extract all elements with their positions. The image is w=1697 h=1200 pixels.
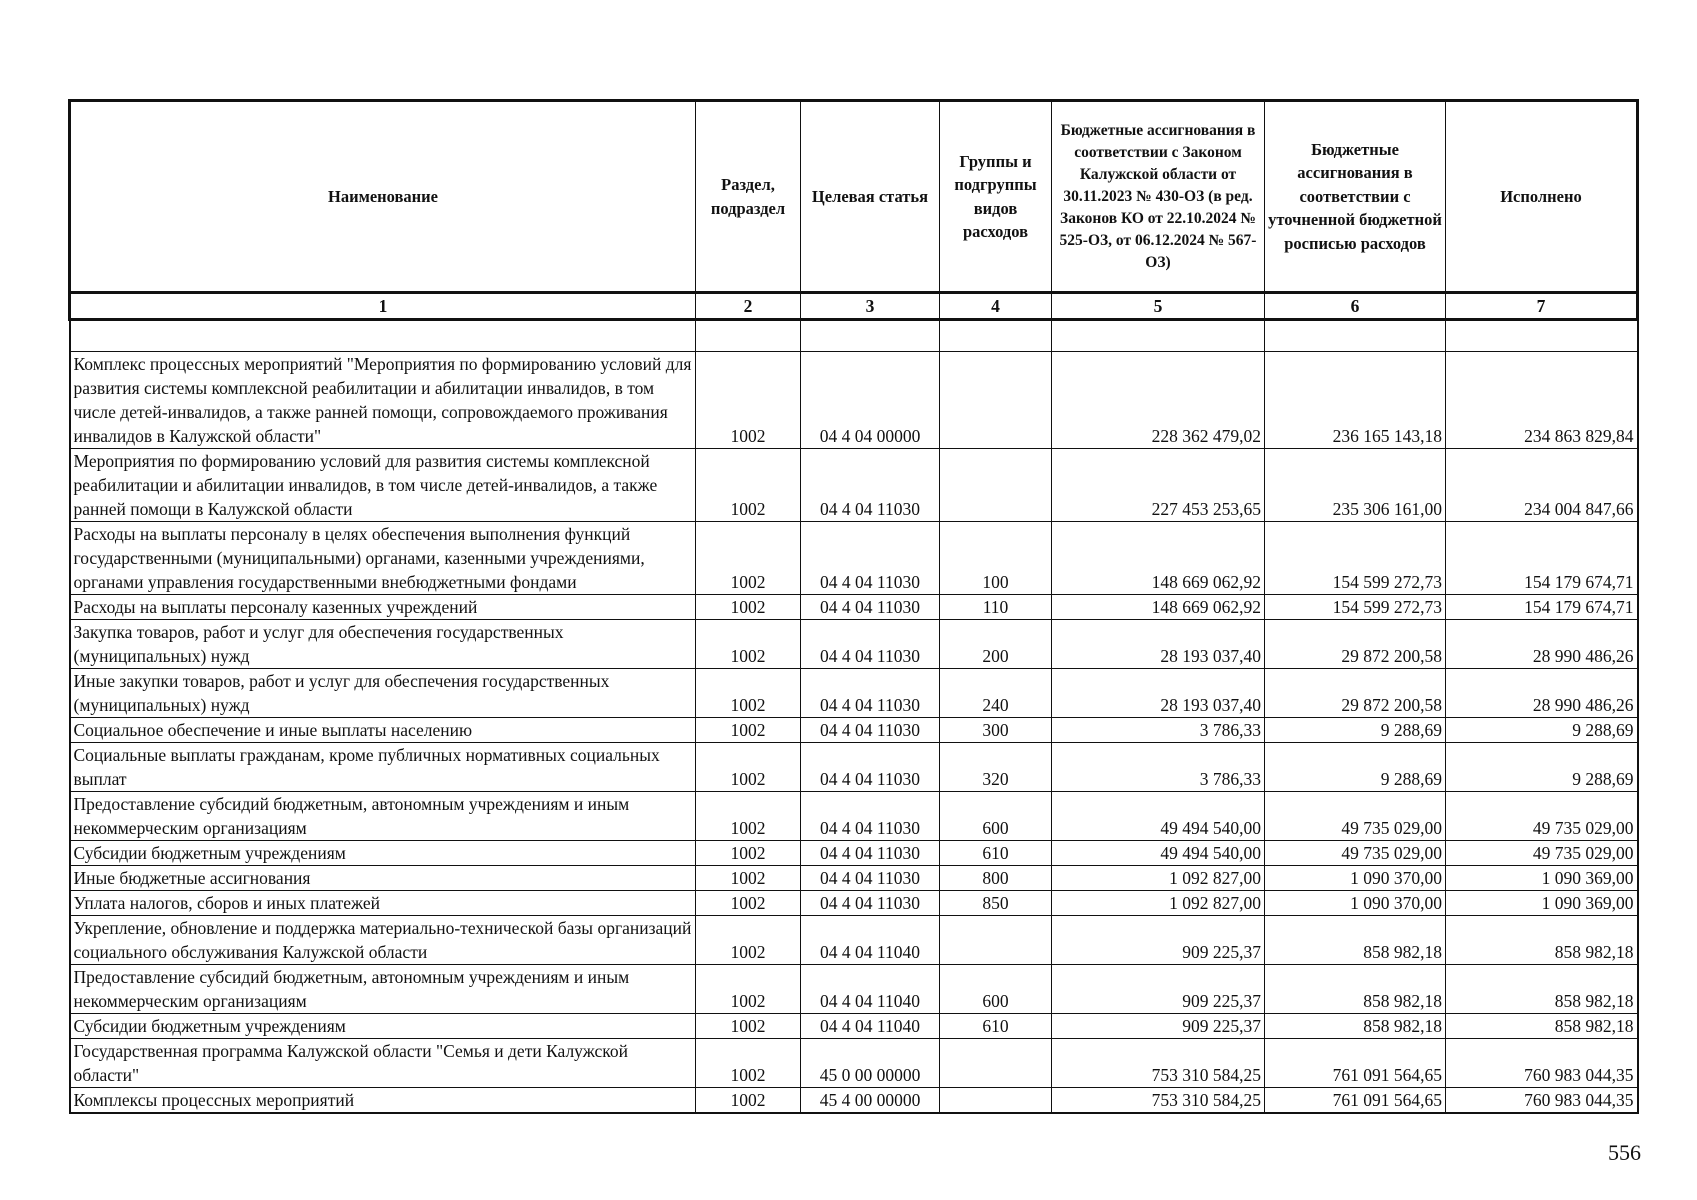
row-executed-amount: 234 863 829,84 bbox=[1446, 352, 1638, 449]
row-target: 04 4 04 11040 bbox=[801, 1014, 940, 1039]
row-name: Предоставление субсидий бюджетным, автономным учреждениям и иным некоммерческим организациям bbox=[70, 792, 696, 841]
row-section: 1002 bbox=[696, 866, 801, 891]
row-group bbox=[940, 352, 1052, 449]
row-group bbox=[940, 1039, 1052, 1088]
row-name: Иные закупки товаров, работ и услуг для обеспечения государственных (муниципальных) нужд bbox=[70, 669, 696, 718]
row-section: 1002 bbox=[696, 718, 801, 743]
row-refined-amount: 761 091 564,65 bbox=[1265, 1088, 1446, 1114]
row-group: 610 bbox=[940, 841, 1052, 866]
row-refined-amount: 235 306 161,00 bbox=[1265, 449, 1446, 522]
row-section: 1002 bbox=[696, 1088, 801, 1114]
row-executed-amount: 234 004 847,66 bbox=[1446, 449, 1638, 522]
column-number-row bbox=[70, 293, 1638, 320]
row-law-amount: 28 193 037,40 bbox=[1052, 669, 1265, 718]
row-section: 1002 bbox=[696, 1014, 801, 1039]
row-target: 04 4 04 11030 bbox=[801, 449, 940, 522]
row-name: Комплексы процессных мероприятий bbox=[70, 1088, 696, 1114]
row-section: 1002 bbox=[696, 965, 801, 1014]
row-refined-amount: 858 982,18 bbox=[1265, 916, 1446, 965]
row-law-amount: 3 786,33 bbox=[1052, 718, 1265, 743]
table-row bbox=[70, 1088, 1638, 1114]
row-section: 1002 bbox=[696, 1039, 801, 1088]
row-law-amount: 909 225,37 bbox=[1052, 1014, 1265, 1039]
row-executed-amount: 1 090 369,00 bbox=[1446, 866, 1638, 891]
row-name: Расходы на выплаты персоналу в целях обеспечения выполнения функций государственными (муниципальными) органами, казенными учреждениями, органами управления государственными внебюджетными фондами bbox=[70, 522, 696, 595]
row-refined-amount: 154 599 272,73 bbox=[1265, 595, 1446, 620]
row-refined-amount: 29 872 200,58 bbox=[1265, 669, 1446, 718]
row-target: 04 4 04 11030 bbox=[801, 522, 940, 595]
budget-table bbox=[68, 99, 1639, 1114]
row-law-amount: 148 669 062,92 bbox=[1052, 595, 1265, 620]
row-law-amount: 3 786,33 bbox=[1052, 743, 1265, 792]
column-number: 2 bbox=[696, 293, 801, 320]
row-target: 04 4 04 11030 bbox=[801, 620, 940, 669]
table-row bbox=[70, 1014, 1638, 1039]
header-section: Раздел, подраздел bbox=[696, 101, 801, 293]
row-group: 610 bbox=[940, 1014, 1052, 1039]
row-target: 04 4 04 11030 bbox=[801, 891, 940, 916]
row-refined-amount: 9 288,69 bbox=[1265, 718, 1446, 743]
row-law-amount: 753 310 584,25 bbox=[1052, 1039, 1265, 1088]
table-row bbox=[70, 449, 1638, 522]
header-refined-appropriations: Бюджетные ассигнования в соответствии с уточненной бюджетной росписью расходов bbox=[1265, 101, 1446, 293]
row-executed-amount: 858 982,18 bbox=[1446, 916, 1638, 965]
row-group: 600 bbox=[940, 792, 1052, 841]
spacer-row bbox=[70, 320, 1638, 352]
row-executed-amount: 49 735 029,00 bbox=[1446, 792, 1638, 841]
column-number: 5 bbox=[1052, 293, 1265, 320]
row-law-amount: 49 494 540,00 bbox=[1052, 841, 1265, 866]
row-refined-amount: 154 599 272,73 bbox=[1265, 522, 1446, 595]
table-row bbox=[70, 891, 1638, 916]
header-law-appropriations: Бюджетные ассигнования в соответствии с Законом Калужской области от 30.11.2023 № 430-ОЗ (в ред. Законов КО от 22.10.2024 № 525-ОЗ, от 06.12.2024 № 567-ОЗ) bbox=[1052, 101, 1265, 293]
table-row bbox=[70, 718, 1638, 743]
column-number: 3 bbox=[801, 293, 940, 320]
row-target: 04 4 04 11040 bbox=[801, 916, 940, 965]
row-target: 45 4 00 00000 bbox=[801, 1088, 940, 1114]
row-law-amount: 228 362 479,02 bbox=[1052, 352, 1265, 449]
row-law-amount: 49 494 540,00 bbox=[1052, 792, 1265, 841]
row-law-amount: 753 310 584,25 bbox=[1052, 1088, 1265, 1114]
row-refined-amount: 1 090 370,00 bbox=[1265, 891, 1446, 916]
row-section: 1002 bbox=[696, 841, 801, 866]
row-law-amount: 28 193 037,40 bbox=[1052, 620, 1265, 669]
row-refined-amount: 858 982,18 bbox=[1265, 1014, 1446, 1039]
table-header bbox=[70, 101, 1638, 320]
row-executed-amount: 858 982,18 bbox=[1446, 1014, 1638, 1039]
row-executed-amount: 154 179 674,71 bbox=[1446, 595, 1638, 620]
table-body bbox=[70, 320, 1638, 1114]
row-executed-amount: 49 735 029,00 bbox=[1446, 841, 1638, 866]
row-law-amount: 148 669 062,92 bbox=[1052, 522, 1265, 595]
table-row bbox=[70, 965, 1638, 1014]
row-executed-amount: 858 982,18 bbox=[1446, 965, 1638, 1014]
row-section: 1002 bbox=[696, 620, 801, 669]
row-group: 100 bbox=[940, 522, 1052, 595]
row-section: 1002 bbox=[696, 449, 801, 522]
row-name: Мероприятия по формированию условий для развития системы комплексной реабилитации и абилитации инвалидов, в том числе детей-инвалидов, а также ранней помощи в Калужской области bbox=[70, 449, 696, 522]
row-group: 300 bbox=[940, 718, 1052, 743]
row-refined-amount: 29 872 200,58 bbox=[1265, 620, 1446, 669]
row-group: 600 bbox=[940, 965, 1052, 1014]
page-number: 556 bbox=[1608, 1140, 1641, 1165]
row-refined-amount: 9 288,69 bbox=[1265, 743, 1446, 792]
row-target: 04 4 04 11030 bbox=[801, 718, 940, 743]
row-law-amount: 909 225,37 bbox=[1052, 965, 1265, 1014]
row-section: 1002 bbox=[696, 595, 801, 620]
row-group: 320 bbox=[940, 743, 1052, 792]
row-law-amount: 1 092 827,00 bbox=[1052, 891, 1265, 916]
row-executed-amount: 28 990 486,26 bbox=[1446, 620, 1638, 669]
row-refined-amount: 49 735 029,00 bbox=[1265, 792, 1446, 841]
row-name: Субсидии бюджетным учреждениям bbox=[70, 1014, 696, 1039]
row-name: Социальные выплаты гражданам, кроме публичных нормативных социальных выплат bbox=[70, 743, 696, 792]
row-executed-amount: 9 288,69 bbox=[1446, 743, 1638, 792]
header-name: Наименование bbox=[70, 101, 696, 293]
column-number: 7 bbox=[1446, 293, 1638, 320]
row-target: 45 0 00 00000 bbox=[801, 1039, 940, 1088]
header-row bbox=[70, 101, 1638, 293]
row-executed-amount: 154 179 674,71 bbox=[1446, 522, 1638, 595]
row-law-amount: 1 092 827,00 bbox=[1052, 866, 1265, 891]
row-name: Укрепление, обновление и поддержка материально-технической базы организаций социального обслуживания Калужской области bbox=[70, 916, 696, 965]
row-target: 04 4 04 11030 bbox=[801, 866, 940, 891]
row-target: 04 4 04 00000 bbox=[801, 352, 940, 449]
row-target: 04 4 04 11030 bbox=[801, 743, 940, 792]
row-name: Государственная программа Калужской области "Семья и дети Калужской области" bbox=[70, 1039, 696, 1088]
table-row bbox=[70, 916, 1638, 965]
row-name: Социальное обеспечение и иные выплаты населению bbox=[70, 718, 696, 743]
row-refined-amount: 761 091 564,65 bbox=[1265, 1039, 1446, 1088]
header-groups: Группы и подгруппы видов расходов bbox=[940, 101, 1052, 293]
table-row bbox=[70, 620, 1638, 669]
row-law-amount: 909 225,37 bbox=[1052, 916, 1265, 965]
row-section: 1002 bbox=[696, 669, 801, 718]
row-name: Субсидии бюджетным учреждениям bbox=[70, 841, 696, 866]
row-target: 04 4 04 11030 bbox=[801, 595, 940, 620]
row-section: 1002 bbox=[696, 792, 801, 841]
table-row bbox=[70, 352, 1638, 449]
row-name: Расходы на выплаты персоналу казенных учреждений bbox=[70, 595, 696, 620]
header-executed: Исполнено bbox=[1446, 101, 1638, 293]
table-row bbox=[70, 841, 1638, 866]
row-name: Иные бюджетные ассигнования bbox=[70, 866, 696, 891]
row-refined-amount: 236 165 143,18 bbox=[1265, 352, 1446, 449]
row-target: 04 4 04 11030 bbox=[801, 792, 940, 841]
column-number: 1 bbox=[70, 293, 696, 320]
row-group bbox=[940, 449, 1052, 522]
table-row bbox=[70, 1039, 1638, 1088]
row-name: Предоставление субсидий бюджетным, автономным учреждениям и иным некоммерческим организациям bbox=[70, 965, 696, 1014]
row-group: 110 bbox=[940, 595, 1052, 620]
row-name: Закупка товаров, работ и услуг для обеспечения государственных (муниципальных) нужд bbox=[70, 620, 696, 669]
table-row bbox=[70, 743, 1638, 792]
header-target: Целевая статья bbox=[801, 101, 940, 293]
column-number: 4 bbox=[940, 293, 1052, 320]
row-executed-amount: 28 990 486,26 bbox=[1446, 669, 1638, 718]
row-section: 1002 bbox=[696, 891, 801, 916]
row-group bbox=[940, 1088, 1052, 1114]
table-row bbox=[70, 522, 1638, 595]
row-section: 1002 bbox=[696, 916, 801, 965]
row-target: 04 4 04 11030 bbox=[801, 841, 940, 866]
row-executed-amount: 760 983 044,35 bbox=[1446, 1039, 1638, 1088]
row-refined-amount: 858 982,18 bbox=[1265, 965, 1446, 1014]
table-row bbox=[70, 792, 1638, 841]
row-target: 04 4 04 11040 bbox=[801, 965, 940, 1014]
row-name: Уплата налогов, сборов и иных платежей bbox=[70, 891, 696, 916]
row-section: 1002 bbox=[696, 743, 801, 792]
table-row bbox=[70, 669, 1638, 718]
row-executed-amount: 9 288,69 bbox=[1446, 718, 1638, 743]
row-executed-amount: 1 090 369,00 bbox=[1446, 891, 1638, 916]
row-group: 850 bbox=[940, 891, 1052, 916]
row-law-amount: 227 453 253,65 bbox=[1052, 449, 1265, 522]
row-group: 800 bbox=[940, 866, 1052, 891]
row-section: 1002 bbox=[696, 352, 801, 449]
row-refined-amount: 1 090 370,00 bbox=[1265, 866, 1446, 891]
row-refined-amount: 49 735 029,00 bbox=[1265, 841, 1446, 866]
table-row bbox=[70, 595, 1638, 620]
row-group bbox=[940, 916, 1052, 965]
row-group: 240 bbox=[940, 669, 1052, 718]
row-name: Комплекс процессных мероприятий "Мероприятия по формированию условий для развития системы комплексной реабилитации и абилитации инвалидов, в том числе детей-инвалидов, а также ранней помощи, сопровождаемого проживания инвалидов в Калужской области" bbox=[70, 352, 696, 449]
column-number: 6 bbox=[1265, 293, 1446, 320]
table-row bbox=[70, 866, 1638, 891]
row-group: 200 bbox=[940, 620, 1052, 669]
row-target: 04 4 04 11030 bbox=[801, 669, 940, 718]
row-executed-amount: 760 983 044,35 bbox=[1446, 1088, 1638, 1114]
row-section: 1002 bbox=[696, 522, 801, 595]
